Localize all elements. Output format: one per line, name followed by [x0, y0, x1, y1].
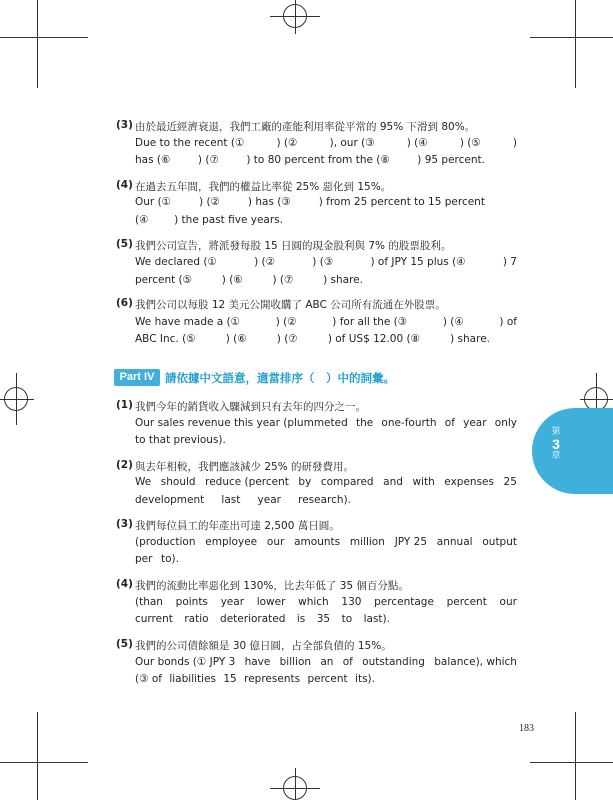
item-chinese: 我們的公司債餘額是 30 億日圓，占全部負債的 15%。 — [135, 640, 392, 652]
text-segment: ) (⑦ — [276, 333, 298, 345]
chapter-tab-label — [549, 428, 563, 462]
text-segment: is — [296, 613, 306, 625]
crop-mark — [575, 712, 576, 800]
text-segment: ) (③ — [312, 256, 334, 268]
item-number: (3) — [116, 119, 133, 131]
text-segment: 15 — [223, 673, 237, 685]
text-segment: (③ of — [135, 673, 162, 685]
crop-mark — [575, 0, 576, 88]
item-chinese: 我們公司宣告，將派發每股 15 日圓的現金股利與 7% 的股票股利。 — [135, 240, 452, 252]
crop-mark — [0, 762, 88, 763]
item-english-line — [135, 214, 283, 226]
item-chinese: 我們的流動比率惡化到 130%，比去年低了 35 個百分點。 — [135, 580, 409, 592]
text-segment: ) 7 — [502, 256, 517, 268]
item-chinese: 我們今年的銷貨收入驟減到只有去年的四分之一。 — [135, 401, 366, 413]
text-segment: Our bonds (① JPY 3 — [135, 656, 236, 668]
text-segment: year — [257, 494, 281, 506]
text-segment: with — [412, 476, 435, 488]
item-english-line — [135, 536, 517, 548]
text-segment: We — [135, 476, 152, 488]
item-number: (4) — [116, 578, 133, 590]
text-segment: outstanding — [362, 656, 425, 668]
item-english-line — [135, 316, 517, 328]
text-segment: our — [266, 536, 285, 548]
item-english-line — [135, 613, 390, 625]
text-segment: ) to 80 percent from the (⑧ — [246, 154, 390, 166]
registration-mark-icon — [295, 768, 296, 800]
text-segment: to — [341, 613, 353, 625]
text-segment: output — [482, 536, 517, 548]
item-english-line — [135, 256, 517, 268]
item-english-line — [135, 596, 517, 608]
text-segment: billion — [279, 656, 312, 668]
text-segment: We declared (① — [135, 256, 217, 268]
item-chinese: 與去年相較，我們應該減少 25% 的研發費用。 — [135, 461, 355, 473]
text-segment: percent (⑤ — [135, 274, 193, 286]
text-segment: ) (⑤ — [459, 137, 481, 149]
item-english-line — [135, 333, 490, 345]
chapter-tab-prefix: 第 — [551, 427, 561, 437]
text-segment: ) has (③ — [247, 196, 291, 208]
text-segment: liabilities — [169, 673, 216, 685]
text-segment: research). — [298, 494, 351, 506]
registration-mark-icon — [16, 373, 17, 425]
text-segment: 130 — [341, 596, 362, 608]
text-segment: ) — [512, 137, 517, 149]
text-segment: ) (④ — [406, 137, 428, 149]
text-segment: last). — [363, 613, 390, 625]
text-segment: amounts — [294, 536, 341, 548]
item-english-line — [135, 673, 375, 685]
item-number: (1) — [116, 399, 133, 411]
text-segment: We have made a (① — [135, 316, 241, 328]
item-english-line — [135, 494, 351, 506]
text-segment: ) (⑦ — [197, 154, 219, 166]
text-segment: Our sales revenue this year (plummeted — [135, 417, 348, 429]
item-english-line — [135, 137, 517, 149]
text-segment: ) (② — [275, 316, 297, 328]
text-segment: one-fourth — [381, 417, 437, 429]
text-segment: ) (② — [199, 196, 220, 208]
text-segment: percent — [446, 596, 487, 608]
part-badge: Part IV — [114, 369, 160, 386]
item-english-line — [135, 476, 517, 488]
item-english-line: to that previous). — [135, 434, 226, 446]
text-segment: expenses — [444, 476, 494, 488]
text-segment: 25 — [503, 476, 517, 488]
text-segment: only — [494, 417, 517, 429]
text-segment: by — [298, 476, 312, 488]
registration-mark-icon — [295, 0, 296, 34]
item-number: (6) — [116, 297, 133, 309]
text-segment: ratio — [184, 613, 209, 625]
text-segment: balance), which — [434, 656, 517, 668]
item-number: (4) — [116, 179, 133, 191]
part-title: 請依據中文語意，適當排序（ ）中的詞彙。 — [165, 371, 395, 385]
item-english-line — [135, 417, 517, 429]
text-segment: year — [220, 596, 245, 608]
text-segment: (than — [135, 596, 163, 608]
chapter-tab-number: 3 — [552, 436, 560, 453]
text-segment: ) (④ — [442, 316, 464, 328]
text-segment: ) for all the (③ — [332, 316, 408, 328]
text-segment: ) (② — [254, 256, 276, 268]
text-segment: of — [444, 417, 455, 429]
text-segment: ), our (③ — [329, 137, 375, 149]
text-segment: its). — [355, 673, 375, 685]
crop-mark — [530, 762, 613, 763]
text-segment: annual — [436, 536, 473, 548]
item-chinese: 我們每位員工的年產出可達 2,500 萬日圓。 — [135, 520, 340, 532]
text-segment: ) from 25 percent to 15 percent — [318, 196, 485, 208]
text-segment: ) of — [499, 316, 517, 328]
text-segment: ) of US$ 12.00 (⑧ — [327, 333, 420, 345]
text-segment: of — [342, 656, 353, 668]
item-chinese: 由於最近經濟衰退，我們工廠的產能利用率從平常的 95% 下滑到 80%。 — [135, 121, 476, 133]
text-segment: points — [175, 596, 208, 608]
text-segment: percentage — [374, 596, 434, 608]
text-segment: last — [221, 494, 241, 506]
text-segment: which — [298, 596, 329, 608]
text-segment: ) (⑥ — [221, 274, 243, 286]
text-segment: ) share. — [450, 333, 490, 345]
text-segment: the — [355, 417, 374, 429]
item-english-line — [135, 274, 363, 286]
text-segment: have — [244, 656, 271, 668]
item-number: (3) — [116, 518, 133, 530]
item-number: (5) — [116, 238, 133, 250]
item-english-line — [135, 553, 179, 565]
chapter-tab-suffix: 章 — [551, 451, 561, 462]
item-english-line — [135, 196, 485, 208]
crop-mark — [0, 37, 88, 38]
text-segment: ) share. — [323, 274, 363, 286]
text-segment: percent — [307, 673, 348, 685]
registration-mark-icon — [0, 399, 34, 400]
text-segment: ) (⑥ — [225, 333, 247, 345]
text-segment: our — [499, 596, 517, 608]
text-segment: represents — [244, 673, 301, 685]
text-segment: JPY 25 — [394, 536, 427, 548]
text-segment: 35 — [316, 613, 331, 625]
text-segment: should — [160, 476, 196, 488]
text-segment: to). — [161, 553, 179, 565]
text-segment: million — [349, 536, 385, 548]
crop-mark — [530, 37, 613, 38]
text-segment: an — [320, 656, 334, 668]
crop-mark — [37, 0, 38, 88]
text-segment: (④ — [135, 214, 149, 226]
text-segment: and — [383, 476, 403, 488]
text-segment: (production — [135, 536, 196, 548]
text-segment: deteriorated — [220, 613, 286, 625]
chapter-tab — [532, 408, 613, 494]
text-segment: ) (⑦ — [272, 274, 294, 286]
item-english-line — [135, 154, 485, 166]
text-segment: has (⑥ — [135, 154, 171, 166]
text-segment: reduce (percent — [205, 476, 289, 488]
text-segment: ) (② — [276, 137, 298, 149]
text-segment: development — [135, 494, 205, 506]
item-chinese: 我們公司以每股 12 美元公開收購了 ABC 公司所有流通在外股票。 — [135, 299, 446, 311]
text-segment: lower — [256, 596, 286, 608]
text-segment: ) the past five years. — [174, 214, 283, 226]
page-number: 183 — [519, 723, 534, 734]
crop-mark — [37, 712, 38, 800]
text-segment: employee — [205, 536, 258, 548]
item-english-line — [135, 656, 517, 668]
item-number: (5) — [116, 638, 133, 650]
text-segment: current — [135, 613, 173, 625]
item-number: (2) — [116, 459, 133, 471]
text-segment: compared — [320, 476, 374, 488]
text-segment: per — [135, 553, 153, 565]
item-chinese: 在過去五年間，我們的權益比率從 25% 惡化到 15%。 — [135, 181, 392, 193]
text-segment: year — [463, 417, 487, 429]
text-segment: ) of JPY 15 plus (④ — [370, 256, 466, 268]
text-segment: ABC Inc. (⑤ — [135, 333, 196, 345]
text-segment: Our (① — [135, 196, 172, 208]
text-segment: ) 95 percent. — [417, 154, 485, 166]
text-segment: Due to the recent (① — [135, 137, 245, 149]
